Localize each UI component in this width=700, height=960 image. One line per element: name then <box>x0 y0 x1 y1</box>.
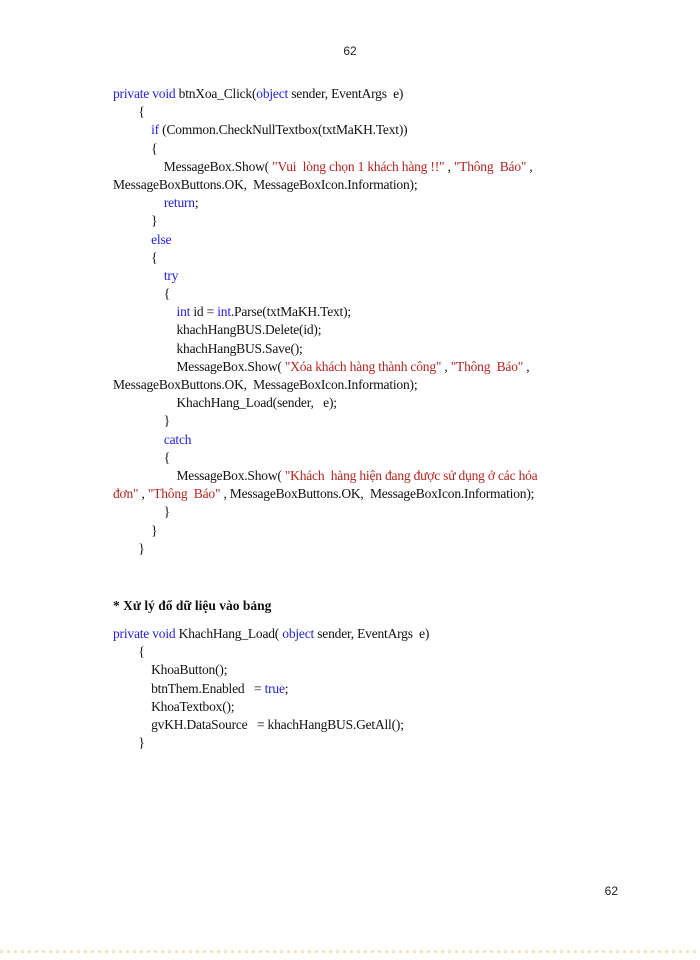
code-text: , <box>444 158 454 174</box>
code-line <box>113 321 613 339</box>
code-text: , <box>441 358 451 374</box>
code-block-btnxoa-click <box>113 85 613 558</box>
code-string: "Khách hàng hiện đang được sử dụng ở các hóa <box>284 467 538 483</box>
code-text: sender, EventArgs e) <box>288 86 404 101</box>
code-line <box>113 661 613 679</box>
code-text: (Common.CheckNullTextbox(txtMaKH.Text)) <box>158 122 408 138</box>
code-string: "Thông Báo" <box>450 358 524 374</box>
code-line <box>113 303 613 321</box>
code-line <box>113 522 613 540</box>
code-text <box>113 232 151 247</box>
code-line <box>113 231 613 249</box>
code-text: ; <box>284 680 289 696</box>
code-text: khachHangBUS.Save(); <box>113 340 303 356</box>
code-keyword: int <box>217 304 231 320</box>
code-text: MessageBoxButtons.OK, MessageBoxIcon.Information); <box>113 377 418 392</box>
code-text: btnThem.Enabled = <box>113 680 265 696</box>
code-text: { <box>113 286 171 302</box>
code-text <box>113 304 177 319</box>
code-line <box>113 249 613 267</box>
code-keyword: object <box>282 626 315 641</box>
code-string: "Xóa khách hàng thành công" <box>284 358 442 374</box>
code-line <box>113 176 613 194</box>
code-line <box>113 698 613 716</box>
code-string: "Thông Báo" <box>453 158 527 174</box>
code-text: { <box>113 644 145 660</box>
code-line <box>113 625 613 643</box>
code-text: , <box>523 358 530 374</box>
code-string: đơn" <box>113 486 139 502</box>
code-keyword: try <box>163 267 179 283</box>
code-text: { <box>113 104 145 120</box>
code-line <box>113 467 613 485</box>
code-text <box>113 432 164 447</box>
code-text <box>113 268 164 283</box>
code-line <box>113 431 613 449</box>
page-number-bottom: 62 <box>604 884 618 898</box>
code-text: id = <box>190 304 218 320</box>
code-keyword: else <box>151 231 172 247</box>
code-string: "Thông Báo" <box>147 486 221 502</box>
code-string: "Vui lòng chọn 1 khách hàng !!" <box>272 158 445 174</box>
code-text: , MessageBoxButtons.OK, MessageBoxIcon.Information); <box>220 486 535 502</box>
code-text: .Parse(txtMaKH.Text); <box>230 304 351 320</box>
code-text: KhoaTextbox(); <box>113 698 235 714</box>
code-keyword: true <box>264 680 285 696</box>
code-text: } <box>113 522 158 538</box>
code-keyword: object <box>256 86 289 101</box>
code-line <box>113 267 613 285</box>
page-number-top: 62 <box>343 44 357 58</box>
code-text: , <box>526 158 533 174</box>
code-keyword: private void <box>113 626 176 641</box>
code-text: btnXoa_Click( <box>175 86 257 101</box>
code-keyword: int <box>176 304 191 320</box>
code-keyword: return <box>163 195 195 211</box>
section-heading: * Xử lý đổ dữ liệu vào bảng <box>113 598 272 613</box>
code-text: KhachHang_Load( <box>175 626 283 641</box>
code-line <box>113 643 613 661</box>
code-text: ; <box>194 195 199 211</box>
code-line <box>113 140 613 158</box>
code-text <box>113 122 151 137</box>
code-text: gvKH.DataSource = khachHangBUS.GetAll(); <box>113 716 404 732</box>
code-line <box>113 212 613 230</box>
code-text: , <box>138 486 148 502</box>
code-line <box>113 358 613 376</box>
code-keyword: if <box>151 122 159 138</box>
code-line <box>113 340 613 358</box>
code-text: sender, EventArgs e) <box>314 626 430 641</box>
code-text: MessageBoxButtons.OK, MessageBoxIcon.Information); <box>113 176 418 192</box>
code-text <box>113 195 164 210</box>
code-line <box>113 716 613 734</box>
code-line <box>113 540 613 558</box>
code-line <box>113 485 613 503</box>
code-line <box>113 285 613 303</box>
code-text: MessageBox.Show( <box>113 158 273 174</box>
code-text: MessageBox.Show( <box>113 467 285 483</box>
code-keyword: catch <box>163 431 192 447</box>
code-line <box>113 503 613 521</box>
code-text: khachHangBUS.Delete(id); <box>113 322 322 338</box>
code-block-khachhang-load <box>113 625 613 752</box>
code-text: } <box>113 213 158 229</box>
code-line <box>113 394 613 412</box>
footer-dotted-rule <box>0 950 700 953</box>
code-line <box>113 680 613 698</box>
code-line <box>113 103 613 121</box>
code-text: KhoaButton(); <box>113 662 228 678</box>
code-text: } <box>113 735 145 751</box>
code-text: } <box>113 540 145 556</box>
code-text: { <box>113 140 158 156</box>
code-line <box>113 376 613 394</box>
code-text: { <box>113 249 158 265</box>
code-line <box>113 734 613 752</box>
code-line <box>113 194 613 212</box>
code-line <box>113 121 613 139</box>
code-line <box>113 412 613 430</box>
code-text: } <box>113 504 171 520</box>
code-line <box>113 158 613 176</box>
code-text: KhachHang_Load(sender, e); <box>113 395 337 411</box>
code-keyword: private void <box>113 86 176 101</box>
code-text: MessageBox.Show( <box>113 358 285 374</box>
code-text: { <box>113 449 171 465</box>
code-line <box>113 85 613 103</box>
code-line <box>113 449 613 467</box>
code-text: } <box>113 413 171 429</box>
